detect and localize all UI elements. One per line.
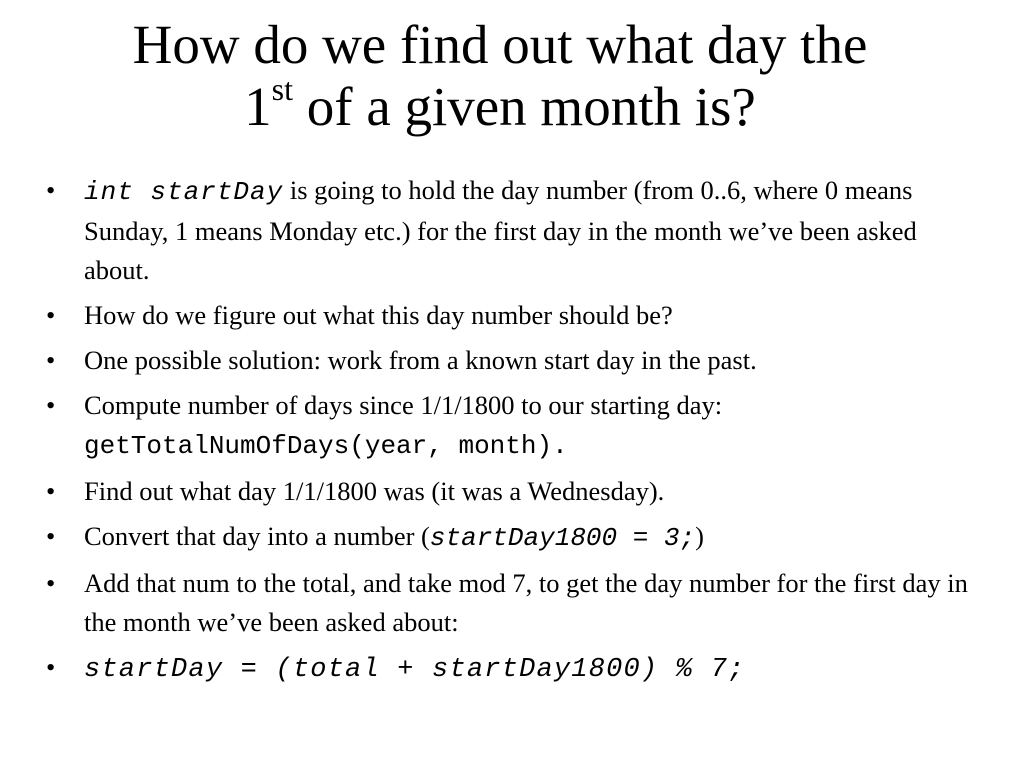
title-ordinal-suffix: st [271, 70, 293, 107]
title-line-2-rest: of a given month is? [293, 76, 756, 137]
bullet-find-day-1800 [38, 472, 978, 511]
code-startday1800: startDay1800 = 3; [429, 523, 696, 553]
title-line-1: How do we find out what day the [132, 14, 868, 75]
bullet-list [38, 171, 978, 696]
bullet-start-day-definition [38, 171, 978, 290]
bullet-6-text-after: ) [695, 521, 704, 551]
bullet-2-text: How do we figure out what this day number should be? [84, 300, 673, 330]
bullet-figure-out-question [38, 296, 978, 335]
bullet-startday-formula [38, 648, 978, 690]
bullet-add-and-mod [38, 564, 978, 642]
code-int-startday: int startDay [84, 177, 284, 207]
code-get-total-num-of-days: getTotalNumOfDays(year, month). [84, 431, 568, 461]
slide-title [0, 14, 1000, 138]
bullet-4-text: Compute number of days since 1/1/1800 to our starting day: [84, 390, 723, 420]
bullet-possible-solution [38, 341, 978, 380]
bullet-compute-days [38, 386, 978, 466]
code-startday-formula: startDay = (total + startDay1800) % 7; [84, 655, 746, 685]
bullet-3-text: One possible solution: work from a known start day in the past. [84, 345, 757, 375]
bullet-5-text: Find out what day 1/1/1800 was (it was a Wednesday). [84, 476, 665, 506]
bullet-7-text: Add that num to the total, and take mod 7, to get the day number for the first day in the month we’ve been asked about: [84, 568, 968, 637]
bullet-convert-to-number [38, 517, 978, 558]
title-ordinal-number: 1 [244, 76, 272, 137]
bullet-6-text-before: Convert that day into a number ( [84, 521, 430, 551]
bullet-1-text: is going to hold the day number (from 0..6, where 0 means Sunday, 1 means Monday etc.) for the first day in the month we’ve been asked about. [84, 175, 917, 285]
